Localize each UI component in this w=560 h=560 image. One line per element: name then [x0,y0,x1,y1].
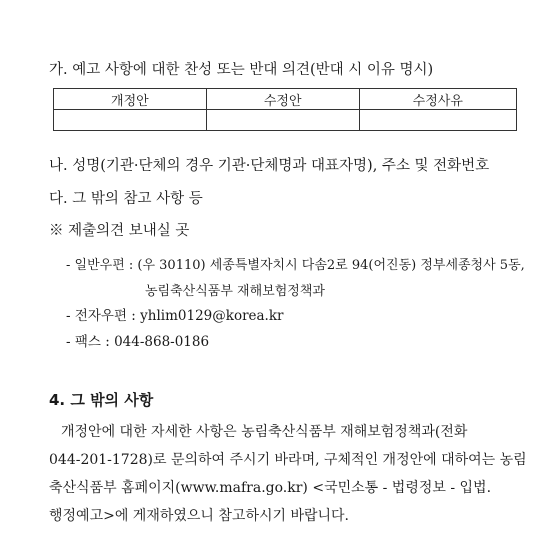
table-cell [359,110,516,131]
body-line: 개정안에 대한 자세한 사항은 농림축산식품부 재해보험정책과(전화 [61,424,468,440]
table-row [54,110,517,131]
table-header-row [54,89,517,110]
mail-address-line2: 농림축산식품부 재해보험정책과 [145,284,325,299]
header-revision: 수정안 [206,89,359,110]
submit-note: ※ 제출의견 보내실 곳 [49,223,190,239]
opinion-table [53,88,517,131]
mail-address-line1: - 일반우편 : (우 30110) 세종특별자치시 다솜2로 94(어진동) 정부세종청사 5동, [66,258,525,273]
section-4-title: 4. 그 밖의 사항 [49,391,154,409]
header-amendment: 개정안 [54,89,207,110]
body-line: 044-201-1728)로 문의하여 주시기 바라며, 구체적인 개정안에 대하여는 농림 [49,452,527,468]
item-na-contact: 나. 성명(기관·단체의 경우 기관·단체명과 대표자명), 주소 및 전화번호 [49,158,490,174]
section-4-body [49,418,525,530]
body-line: 축산식품부 홈페이지(www.mafra.go.kr) <국민소통 - 법령정보 - 입법. [49,480,492,496]
item-ga-opinion: 가. 예고 사항에 대한 찬성 또는 반대 의견(반대 시 이유 명시) [49,62,434,78]
body-line: 행정예고>에 게재하였으니 참고하시기 바랍니다. [49,508,350,524]
header-revision-reason: 수정사유 [359,89,516,110]
table-cell [54,110,207,131]
table-cell [206,110,359,131]
fax-line: - 팩스 : 044-868-0186 [66,334,210,350]
email-line: - 전자우편 : yhlim0129@korea.kr [66,308,284,324]
item-da-other: 다. 그 밖의 참고 사항 등 [49,191,203,207]
